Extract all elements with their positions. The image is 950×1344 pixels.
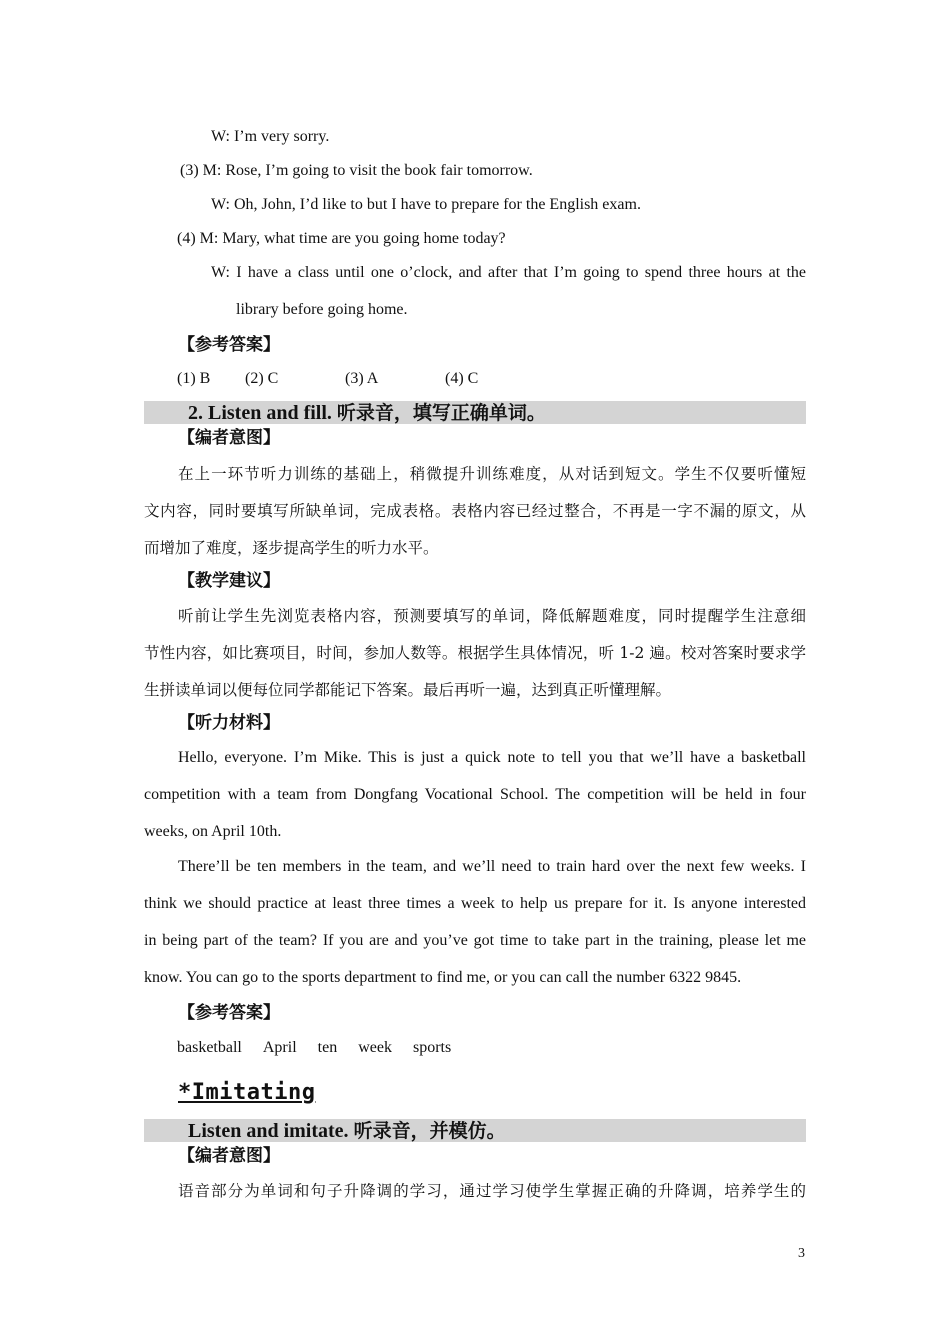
- material-line: competition with a team from Dongfang Vocational School. The competition will be held in four: [144, 786, 806, 803]
- advice-heading: 【教学建议】: [178, 571, 280, 591]
- intent-line: 在上一环节听力训练的基础上，稍微提升训练难度，从对话到短文。学生不仅要听懂短: [178, 465, 806, 483]
- section-2-title: 2. Listen and fill. 听录音，填写正确单词。: [188, 402, 546, 424]
- advice-line: 生拼读单词以便每位同学都能记下答案。最后再听一遍，达到真正听懂理解。: [144, 681, 672, 699]
- intent-line: 语音部分为单词和句子升降调的学习，通过学习使学生掌握正确的升降调，培养学生的: [178, 1182, 806, 1200]
- answer-list: [177, 369, 478, 389]
- dialog-line: (3) M: Rose, I’m going to visit the book fair tomorrow.: [180, 162, 533, 179]
- advice-line: 听前让学生先浏览表格内容，预测要填写的单词，降低解题难度，同时提醒学生注意细: [178, 607, 806, 625]
- answer-item: (1) B: [177, 370, 211, 387]
- dialog-line: W: Oh, John, I’d like to but I have to prepare for the English exam.: [211, 196, 641, 213]
- intent-line: 文内容，同时要填写所缺单词，完成表格。表格内容已经过整合，不再是一字不漏的原文，从: [144, 502, 806, 520]
- dialog-line: (4) M: Mary, what time are you going home today?: [177, 230, 506, 247]
- answer-heading: 【参考答案】: [178, 335, 280, 355]
- dialog-line: library before going home.: [236, 301, 408, 318]
- answer-heading: 【参考答案】: [178, 1003, 280, 1023]
- advice-line: 节性内容，如比赛项目，时间，参加人数等。根据学生具体情况，听 1-2 遍。校对答案时要求学: [144, 644, 806, 662]
- material-line: know. You can go to the sports department to find me, or you can call the number 6322 9845.: [144, 969, 742, 986]
- answer-words: [177, 1038, 451, 1058]
- material-line: Hello, everyone. I’m Mike. This is just a quick note to tell you that we’ll have a basketball: [178, 749, 806, 766]
- material-line: think we should practice at least three times a week to help us prepare for it. Is anyone interested: [144, 895, 806, 912]
- page-number: 3: [798, 1246, 805, 1261]
- dialog-line: W: I’m very sorry.: [211, 128, 330, 145]
- material-line: weeks, on April 10th.: [144, 823, 282, 840]
- answer-word: ten: [317, 1039, 338, 1056]
- material-line: in being part of the team? If you are and you’ve got time to take part in the training, please let me: [144, 932, 806, 949]
- material-heading: 【听力材料】: [178, 713, 280, 733]
- answer-item: (4) C: [445, 370, 479, 387]
- answer-word: April: [262, 1039, 297, 1056]
- section-2-header: [144, 401, 806, 424]
- imitating-title: *Imitating: [178, 1080, 316, 1105]
- intent-line: 而增加了难度，逐步提高学生的听力水平。: [144, 539, 439, 557]
- material-line: There’ll be ten members in the team, and we’ll need to train hard over the next few weeks. I: [178, 858, 806, 875]
- imitating-bar-title: Listen and imitate. 听录音，并模仿。: [188, 1120, 506, 1142]
- answer-item: (2) C: [245, 370, 279, 387]
- imitating-header: [144, 1119, 806, 1142]
- answer-word: week: [358, 1039, 392, 1056]
- answer-item: (3) A: [345, 370, 379, 387]
- answer-word: sports: [412, 1039, 452, 1056]
- intent-heading: 【编者意图】: [178, 428, 280, 448]
- dialog-line: W: I have a class until one o’clock, and after that I’m going to spend three hours at the: [211, 264, 806, 281]
- intent-heading: 【编者意图】: [178, 1146, 280, 1166]
- answer-word: basketball: [177, 1039, 242, 1056]
